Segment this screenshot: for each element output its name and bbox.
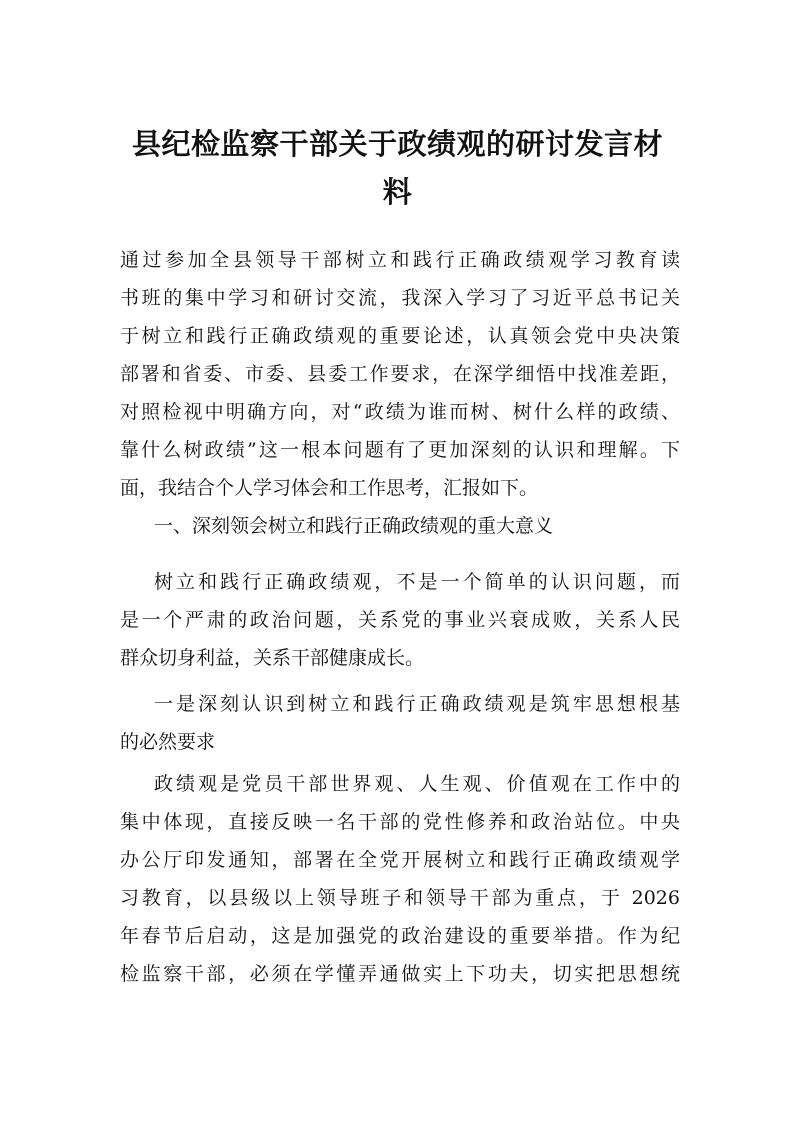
- body-line: 习教育，以县级以上领导班子和领导干部为重点，于 2026: [120, 887, 680, 909]
- body-line: 集中体现，直接反映一名干部的党性修养和政治站位。中央: [120, 811, 680, 833]
- body-line: 一、深刻领会树立和践行正确政绩观的重大意义: [154, 515, 554, 537]
- body-line: 通过参加全县领导干部树立和践行正确政绩观学习教育读: [120, 249, 680, 271]
- body-line: 一是深刻认识到树立和践行正确政绩观是筑牢思想根基: [154, 693, 680, 715]
- body-line: 于树立和践行正确政绩观的重要论述，认真领会党中央决策: [120, 325, 680, 347]
- body-line: 检监察干部，必须在学懂弄通做实上下功夫，切实把思想统: [120, 963, 680, 985]
- body-line: 树立和践行正确政绩观，不是一个简单的认识问题，而: [154, 571, 680, 593]
- body-line: 部署和省委、市委、县委工作要求，在深学细悟中找准差距，: [120, 363, 680, 385]
- body-line: 群众切身利益，关系干部健康成长。: [120, 647, 425, 669]
- body-line: 是一个严肃的政治问题，关系党的事业兴衰成败，关系人民: [120, 609, 680, 631]
- document-title-line-1: 县纪检监察干部关于政绩观的研讨发言材: [131, 127, 663, 161]
- body-line: 面，我结合个人学习体会和工作思考，汇报如下。: [120, 477, 539, 499]
- body-line: 政绩观是党员干部世界观、人生观、价值观在工作中的: [154, 773, 680, 795]
- body-line: 书班的集中学习和研讨交流，我深入学习了习近平总书记关: [120, 287, 680, 309]
- document-title-line-2: 料: [382, 175, 413, 209]
- body-line: 靠什么树政绩”这一根本问题有了更加深刻的认识和理解。下: [120, 439, 680, 461]
- body-line: 年春节后启动，这是加强党的政治建设的重要举措。作为纪: [120, 925, 680, 947]
- body-line: 对照检视中明确方向，对“政绩为谁而树、树什么样的政绩、: [120, 401, 680, 423]
- body-line: 的必然要求: [120, 731, 216, 753]
- body-line: 办公厅印发通知，部署在全党开展树立和践行正确政绩观学: [120, 849, 680, 871]
